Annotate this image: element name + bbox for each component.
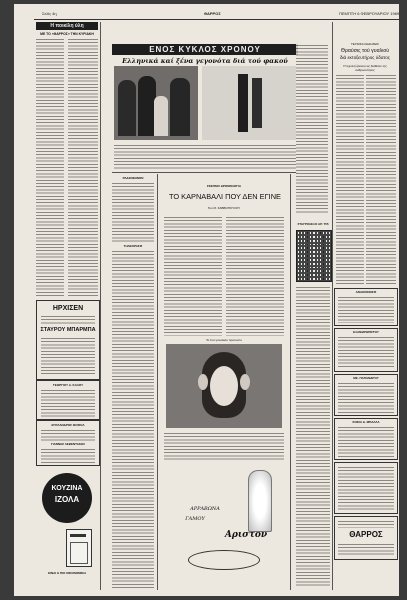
- right-headline-2: διά εκτοξευτήρος ύδατος: [339, 55, 391, 60]
- kouzina-izola-ad: [36, 467, 98, 587]
- right-ad6-text-a: [338, 520, 394, 528]
- right-ad-5: [334, 462, 398, 514]
- issue-date: ΠΕΜΠΤΗ 6 ΦΕΒΡΟΥΑΡΙΟΥ 1969: [339, 11, 399, 16]
- right-ad3-text: [338, 382, 394, 413]
- story-text-b: [226, 216, 284, 336]
- ad2-title: ΓΕΩΡΓΙΟΥ Α. ΚΑΛΟΥ: [52, 383, 84, 387]
- page-header: [34, 11, 399, 19]
- ad3-text-a: [41, 429, 95, 441]
- left-text-col-a: [36, 38, 64, 296]
- left-column-heading: ΜΕ ΤΟ «ΘΑΡΡΟΣ» ΤΗΝ ΚΥΡΙΑΚΗ: [40, 32, 94, 36]
- right-ad5-text: [338, 466, 394, 510]
- tharros-logo: ΘΑΡΡΟΣ: [349, 530, 383, 539]
- radio-text-b: [112, 250, 154, 590]
- mid-right-text-a: [296, 44, 328, 214]
- right-ad2-text: [338, 336, 394, 369]
- ad-georgiou-kalou: [36, 380, 100, 420]
- right-ad4-text: [338, 426, 394, 457]
- ad3-title: ΕΠΥΛΑΝΔΡΟΣ ΦΟΣΚΙΑ: [51, 423, 85, 427]
- center-band: ΕΝΟΣ ΚΥΚΛΟΣ ΧΡΟΝΟΥ: [112, 44, 298, 55]
- wedding-oval: [188, 550, 260, 570]
- story-kicker: ΣΚΕΨΕΙΣ ΔΡΟΜΟΛΟΓΙΑ: [206, 184, 242, 188]
- crossword-title: ΣΤΑΥΡΟΛΕΞΟ ΑΡ. 755: [297, 222, 329, 226]
- kouzina-brand: ΚΟΥΖΙΝΑ: [51, 485, 83, 492]
- right-ad2-title: ΕΞΑΝΘΡΩΠΙΣΤΟΥ: [353, 330, 379, 334]
- ad-foskia: [36, 420, 100, 466]
- mid-right-text-b: [296, 286, 330, 586]
- radio-text-a: [112, 182, 154, 242]
- divider-left: [100, 22, 101, 590]
- story-headline: ΤΟ ΚΑΡΝΑΒΑΛΙ ΠΟΥ ΔΕΝ ΕΓΙΝΕ: [168, 192, 281, 201]
- wedding-line2: ΓΑΜΟΥ: [185, 516, 205, 522]
- right-subhead: Η τεχνική έρευνα εις διάθεσιν της ανθρωπότητος: [343, 64, 387, 72]
- right-text-a: [336, 74, 364, 284]
- ad-stavrou-barmpa: [36, 300, 100, 380]
- newspaper-page: [14, 4, 399, 596]
- photo-caption-top: Το ένα γυναικείο πρόσωπο: [206, 338, 242, 342]
- kouzina-tagline: ΕΙΝΑΙ Η ΠΙΟ ΟΙΚΟΝΟΜΙΚΗ: [48, 571, 86, 575]
- center-headline: Ελληνικά καί ξένα γεγονότα διά τού φακού: [122, 57, 288, 65]
- right-ad6-text-b: [338, 543, 394, 555]
- page-number: Σελίς 4η: [42, 11, 57, 16]
- right-ad3-title: ΜΕ. ΠΑΠΑΝΔΡΟΥ: [353, 376, 379, 380]
- header-rule: [34, 19, 399, 20]
- right-kicker: ΤΕΧΝΙΚΑΙ ΕΙΔΗΣΕΙΣ: [350, 42, 380, 46]
- left-text-col-b: [68, 38, 98, 296]
- right-ad4-title: ΣΟΦΙΑ Δ. ΜΠΑΛΛΑ: [352, 420, 380, 424]
- crossword-grid: [296, 230, 332, 282]
- ad1-text-a: [41, 315, 95, 325]
- bride-figure: [248, 470, 272, 532]
- story-text-a: [164, 216, 222, 336]
- divider-center-top: [112, 172, 298, 173]
- wedding-brand: Αριστον: [224, 530, 268, 540]
- right-ad1-text: [338, 296, 394, 323]
- left-column-band: Η ποικίλη ύλη: [36, 22, 98, 30]
- right-ad1-title: ΑΝΑΚΟΙΝΩΣΙΣ: [355, 290, 377, 294]
- stove-icon: [66, 529, 92, 567]
- ad2-text: [41, 389, 95, 417]
- paper-name: ΘΑΡΡΟΣ: [204, 11, 221, 16]
- center-top-text: [114, 144, 296, 170]
- photo-officials: [114, 66, 198, 140]
- right-headline-1: Θραύσις τού γυαλιού: [340, 48, 390, 54]
- ad1-name: ΣΤΑΥΡΟΥ ΜΠΑΡΜΠΑ: [40, 327, 96, 333]
- photo-woman: [166, 344, 282, 428]
- radio-heading: ΡΑΔΙΟΦΩΝΟΝ: [122, 176, 144, 180]
- divider-radio: [157, 174, 158, 590]
- divider-center-right: [290, 174, 291, 590]
- ariston-wedding-ad: [164, 466, 284, 582]
- story-byline: Του Μ. ΣΑΒΒΟΠΟΥΛΟΥ: [207, 206, 241, 210]
- ad3-text-b: [41, 448, 95, 463]
- divider-right: [332, 22, 333, 590]
- right-ad-tharros: [334, 516, 398, 560]
- right-text-b: [366, 74, 396, 284]
- right-ad-2: [334, 328, 398, 372]
- ad1-title: ΗΡΧΙΣΕΝ: [52, 305, 84, 312]
- photo-street: [202, 66, 296, 140]
- tv-heading: ΤΗΛΕΟΡΑΣΙΣ: [123, 244, 143, 248]
- crossword-cell: [328, 277, 331, 281]
- right-ad-4: [334, 418, 398, 460]
- kouzina-model: ΙΖΟΛΑ: [54, 495, 80, 504]
- right-ad-anakoinosis: [334, 288, 398, 326]
- wedding-line1: ΑΡΡΑΒΩΝΑ: [190, 506, 220, 512]
- photo-caption-text: [164, 432, 284, 460]
- ad1-text-b: [41, 337, 95, 375]
- ad3-sub: ΓΙΑΝΝΗΣ ΛΕΒΕΝΤΑΚΗΣ: [50, 442, 86, 446]
- right-ad-3: [334, 374, 398, 416]
